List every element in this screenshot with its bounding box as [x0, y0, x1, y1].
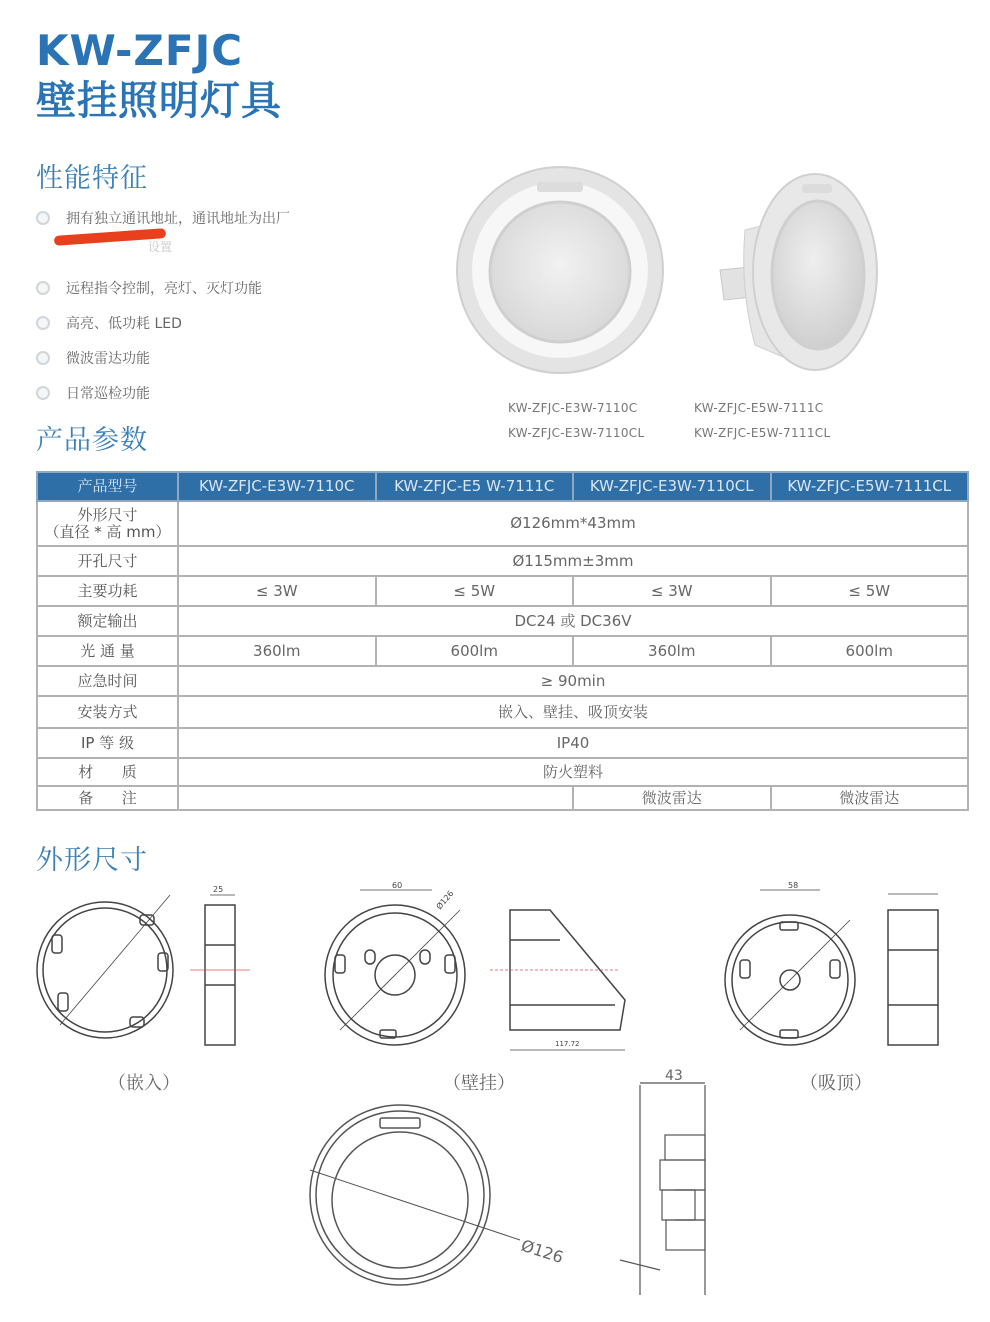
caption-text: KW-ZFJC-E3W-7110CL — [508, 426, 645, 440]
table-cell: ≤ 5W — [376, 576, 574, 606]
dim-label: 25 — [213, 885, 224, 894]
bullet-icon — [36, 211, 50, 225]
feature-item — [36, 200, 366, 235]
dimensions-heading: 外形尺寸 — [36, 845, 148, 876]
product-code-title: KW-ZFJC — [36, 26, 244, 75]
table-row — [37, 501, 968, 546]
ceiling-drawing — [720, 880, 960, 1060]
product-photo-front — [445, 160, 675, 385]
features-heading: 性能特征 — [36, 163, 148, 194]
table-cell: Ø115mm±3mm — [178, 546, 968, 576]
header-cell: KW-ZFJC-E3W-7110C — [178, 472, 376, 501]
feature-item — [36, 375, 366, 410]
row-label: 主要功耗 — [37, 576, 178, 606]
feature-item — [36, 270, 366, 305]
spec-table — [36, 471, 969, 811]
table-cell: 360lm — [178, 636, 376, 666]
row-label: 应急时间 — [37, 666, 178, 696]
table-cell: IP40 — [178, 728, 968, 758]
table-cell: ≥ 90min — [178, 666, 968, 696]
table-row — [37, 758, 968, 786]
row-label: 开孔尺寸 — [37, 546, 178, 576]
row-label: IP 等 级 — [37, 728, 178, 758]
product-name-title: 壁挂照明灯具 — [36, 78, 282, 124]
header-cell: KW-ZFJC-E5W-7111CL — [771, 472, 969, 501]
table-row — [37, 606, 968, 636]
row-label: 材 质 — [37, 758, 178, 786]
table-row — [37, 728, 968, 758]
table-cell: 360lm — [573, 636, 771, 666]
table-row — [37, 786, 968, 810]
table-cell: 防火塑料 — [178, 758, 968, 786]
caption-wallmount: （壁挂） — [443, 1073, 515, 1094]
caption-text: KW-ZFJC-E5W-7111CL — [694, 426, 831, 440]
dim-label: Ø126 — [434, 888, 456, 912]
header-cell: 产品型号 — [37, 472, 178, 501]
wallmount-drawing — [320, 880, 640, 1060]
bullet-icon — [36, 281, 50, 295]
bullet-icon — [36, 351, 50, 365]
table-row — [37, 666, 968, 696]
logo-icon — [802, 184, 832, 193]
feature-list — [36, 200, 366, 410]
table-cell: Ø126mm*43mm — [178, 501, 968, 546]
caption-text: KW-ZFJC-E5W-7111C — [694, 401, 824, 415]
params-heading: 产品参数 — [36, 425, 148, 456]
dim-label: 58 — [788, 881, 799, 890]
caption-ceiling: （吸顶） — [800, 1073, 872, 1094]
row-label: 额定输出 — [37, 606, 178, 636]
table-cell: ≤ 5W — [771, 576, 969, 606]
dim-label: 43 — [665, 1068, 683, 1084]
product-captions-right — [694, 396, 830, 446]
feature-text: 日常巡检功能 — [66, 385, 150, 402]
table-cell: 微波雷达 — [771, 786, 969, 810]
product-photo-side — [710, 170, 885, 380]
header-cell: KW-ZFJC-E3W-7110CL — [573, 472, 771, 501]
row-label: 备 注 — [37, 786, 178, 810]
bullet-icon — [36, 316, 50, 330]
table-row — [37, 546, 968, 576]
table-cell — [178, 786, 573, 810]
dim-label: 60 — [392, 881, 403, 890]
feature-text: 高亮、低功耗 LED — [66, 315, 182, 332]
table-row — [37, 576, 968, 606]
struck-text: 设置 — [148, 240, 173, 254]
table-cell: ≤ 3W — [178, 576, 376, 606]
front-drawing — [300, 1100, 566, 1310]
row-label: 光 通 量 — [37, 636, 178, 666]
table-cell: 微波雷达 — [573, 786, 771, 810]
caption-embedded: （嵌入） — [108, 1073, 180, 1094]
table-cell: 嵌入、壁挂、吸顶安装 — [178, 696, 968, 728]
embedded-drawing — [30, 875, 250, 1055]
row-label — [37, 501, 178, 546]
table-row — [37, 696, 968, 728]
table-cell: 600lm — [376, 636, 574, 666]
logo-icon — [537, 182, 583, 192]
feature-text: 拥有独立通讯地址，通讯地址为出厂 — [66, 210, 290, 227]
header-cell: KW-ZFJC-E5 W-7111C — [376, 472, 574, 501]
product-captions-left — [508, 396, 644, 446]
feature-text: 微波雷达功能 — [66, 350, 150, 367]
label-line: （直径 * 高 mm） — [44, 522, 171, 541]
row-label: 安装方式 — [37, 696, 178, 728]
dim-label: 117.72 — [555, 1040, 580, 1048]
table-cell: DC24 或 DC36V — [178, 606, 968, 636]
feature-text: 远程指令控制，亮灯、灭灯功能 — [66, 280, 262, 297]
table-row — [37, 636, 968, 666]
table-header-row — [37, 472, 968, 501]
feature-item — [36, 305, 366, 340]
bullet-icon — [36, 386, 50, 400]
feature-item — [36, 340, 366, 375]
caption-text: KW-ZFJC-E3W-7110C — [508, 401, 638, 415]
side-drawing — [600, 1065, 740, 1305]
label-line: 外形尺寸 — [77, 505, 138, 524]
dim-label: Ø126 — [518, 1235, 566, 1268]
table-cell: 600lm — [771, 636, 969, 666]
table-cell: ≤ 3W — [573, 576, 771, 606]
